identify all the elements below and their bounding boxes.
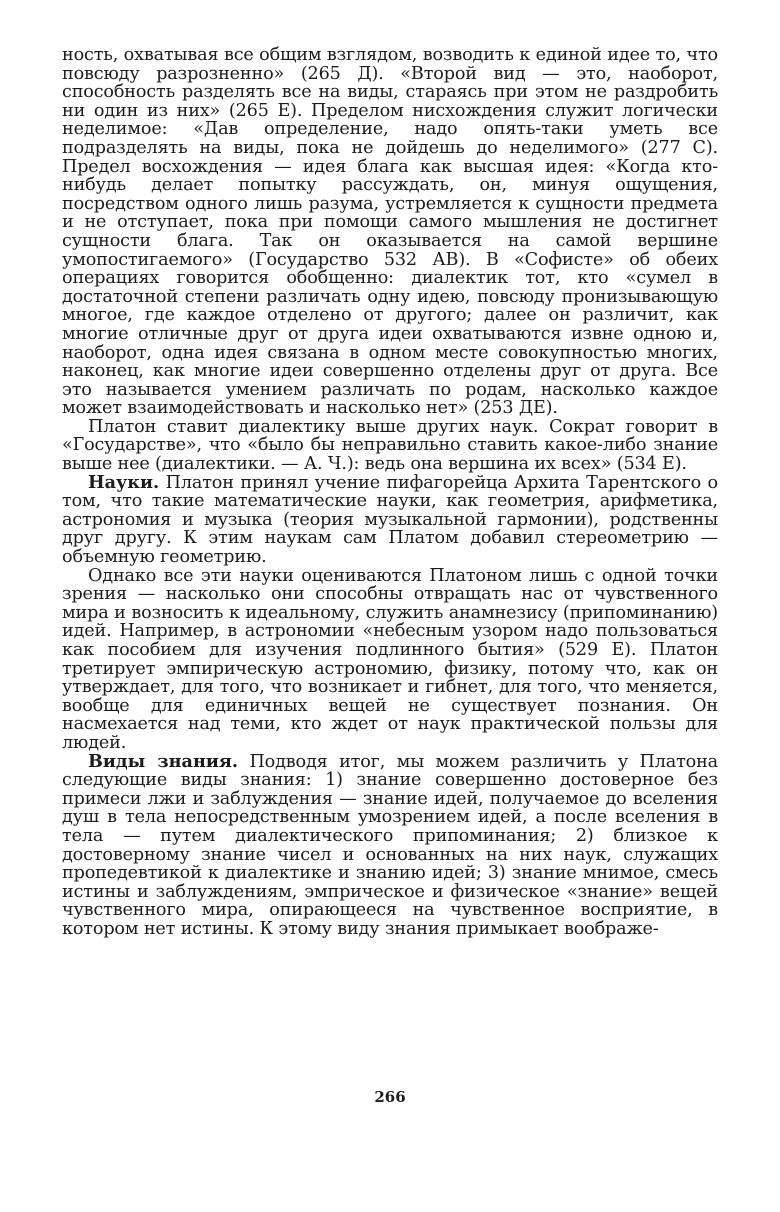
paragraph-1 xyxy=(62,46,718,418)
paragraph-5 xyxy=(62,750,719,939)
paragraph-4 xyxy=(62,567,718,753)
paragraph-4-text: Однако все эти науки оцениваются Платоном лишь с одной точки зрения — насколько они способны отвращать нас от чувственного мира и возносить к идеальному, служить анамнезису (припоминанию) идей. Например, в астрономии «небесным узором надо пользоваться как пособием для изучения подлинного бытия» (529 Е). Платон третирует эмпирическую астрономию, физику, потому что, как он утверждает, для того, что возникает и гибнет, для того, что меняется, вообще для единичных вещей не существует познания. Он насмехается над теми, кто ждет от наук практической пользы для людей. xyxy=(62,565,718,753)
page-number: 266 xyxy=(374,1088,406,1106)
paragraph-2 xyxy=(62,418,718,474)
section-heading-sciences: Науки. xyxy=(88,471,160,493)
paragraph-2-text: Платон ставит диалектику выше других наук. Сократ говорит в «Государстве», что «было бы неправильно ставить какое-либо знание выше нее (диалектики. — А. Ч.): ведь она вершина их всех» (534 Е). xyxy=(62,416,718,475)
page-body xyxy=(62,46,718,939)
paragraph-5-text: Подводя итог, мы можем различить у Платона следующие виды знания: 1) знание совершенно достоверное без примеси лжи и заблуждения — знание идей, получаемое до вселения душ в тела непосредственным умозрением идей, а после вселения в тела — путем диалектического припоминания; 2) близкое к достоверному знание чисел и основанных на них наук, служащих пропедевтикой к диалектике и знанию идей; 3) знание мнимое, смесь истины и заблуждениям, эмприческое и физическое «знание» вещей чувственного мира, опирающееся на чувственное восприятие, в котором нет истины. К этому виду знания примыкает воображе- xyxy=(62,751,719,939)
paragraph-3 xyxy=(62,471,718,568)
paragraph-3-text: Платон принял учение пифагорейца Архита Тарентского о том, что такие математические науки, как геометрия, арифметика, астрономия и музыка (теория музыкальной гармонии), родственны друг другу. К этим наукам сам Платом добавил стереометрию — объемную геометрию. xyxy=(62,472,718,568)
section-heading-kinds-of-knowledge: Виды знания. xyxy=(88,750,238,772)
paragraph-1-text: ность, охватывая все общим взглядом, возводить к единой идее то, что повсюду разрозненно» (265 Д). «Второй вид — это, наоборот, способность разделять все на виды, стараясь при этом не раздробить ни один из них» (265 Е). Пределом нисхождения служит логически неделимое: «Дав определение, надо опять-таки уметь все подразделять на виды, пока не дойдешь до неделимого» (277 С). Предел восхождения — идея блага как высшая идея: «Когда кто-нибудь делает попытку рассуждать, он, минуя ощущения, посредством одного лишь разума, устремляется к сущности предмета и не отступает, пока при помощи самого мышления не достигнет сущности блага. Так он оказывается на самой вершине умопостигаемого» (Государство 532 АВ). В «Софисте» об обеих операциях говорится обобщенно: диалектик тот, кто «сумел в достаточной степени различать одну идею, повсюду пронизывающую многое, где каждое отделено от другого; далее он различит, как многие отличные друг от друга идеи охватываются извне одною и, наоборот, одна идея связана в одном месте совокупностью многих, наконец, как многие идеи совершенно отделены друг от друга. Все это называется умением различать по родам, насколько каждое может взаимодействовать и насколько нет» (253 ДЕ). xyxy=(62,45,718,419)
